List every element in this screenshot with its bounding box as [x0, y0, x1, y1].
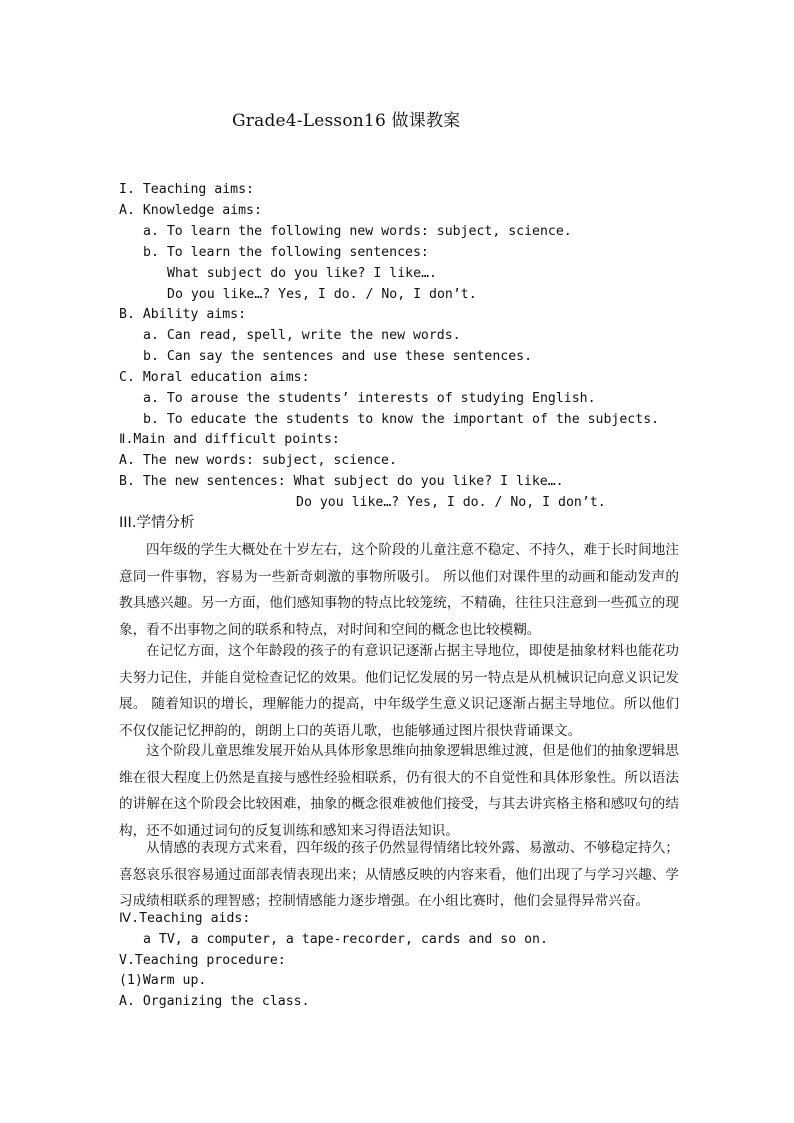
section-heading-analysis: III.学情分析: [119, 515, 195, 531]
section-heading-aims: I. Teaching aims:: [119, 182, 254, 197]
list-item: A. The new words: subject, science.: [119, 453, 397, 468]
list-item: a. To learn the following new words: subject, science.: [143, 224, 572, 239]
section-heading-procedure: V.Teaching procedure:: [119, 953, 286, 968]
paragraph: 在记忆方面，这个年龄段的孩子的有意识记逐渐占据主导地位，即使是抽象材料也能花功夫努力记住，并能自觉检查记忆的效果。他们记忆发展的另一特点是从机械识记向意义识记发展。 随着知识的增长，理解能力的提高，中年级学生意义识记逐渐占据主导地位。所以他们不仅仅能记忆押韵的，朗朗上口的英语儿歌，也能够通过图片很快背诵课文。: [119, 643, 679, 739]
list-item: b. To learn the following sentences:: [143, 245, 429, 260]
section-heading-points: Ⅱ.Main and difficult points:: [119, 432, 340, 447]
list-item: a. Can read, spell, write the new words.: [143, 328, 461, 343]
paragraph: 从情感的表现方式来看，四年级的孩子仍然显得情绪比较外露、易激动、不够稳定持久；喜怒哀乐很容易通过面部表情表现出来；从情感反映的内容来看，他们出现了与学习兴趣、学习成绩相联系的理智感；控制情感能力逐步增强。在小组比赛时，他们会显得异常兴奋。: [119, 840, 679, 909]
example-sentence: Do you like…? Yes, I do. / No, I don’t.: [296, 495, 606, 510]
paragraph: 这个阶段儿童思维发展开始从具体形象思维向抽象逻辑思维过渡，但是他们的抽象逻辑思维在很大程度上仍然是直接与感性经验相联系，仍有很大的不自觉性和具体形象性。所以语法的讲解在这个阶段会比较困难，抽象的概念很难被他们接受，与其去讲宾格主格和感叹句的结构，还不如通过词句的反复训练和感知来习得语法知识。: [119, 743, 679, 839]
example-sentence: Do you like…? Yes, I do. / No, I don’t.: [167, 287, 477, 302]
subheading-moral-aims: C. Moral education aims:: [119, 370, 310, 385]
list-item: b. Can say the sentences and use these sentences.: [143, 349, 533, 364]
subheading-knowledge-aims: A. Knowledge aims:: [119, 203, 262, 218]
list-item: b. To educate the students to know the important of the subjects.: [143, 412, 660, 427]
paragraph: 四年级的学生大概处在十岁左右，这个阶段的儿童注意不稳定、不持久，难于长时间地注意同一件事物，容易为一些新奇刺激的事物所吸引。 所以他们对课件里的动画和能动发声的教具感兴趣。另一方面，他们感知事物的特点比较笼统，不精确，往往只注意到一些孤立的现象，看不出事物之间的联系和特点，对时间和空间的概念也比较模糊。: [119, 542, 679, 638]
list-item: a. To arouse the students’ interests of studying English.: [143, 391, 596, 406]
page-title: Grade4-Lesson16 做课教案: [232, 111, 461, 131]
procedure-step: (1)Warm up.: [119, 973, 207, 988]
example-sentence: What subject do you like? I like….: [167, 266, 437, 281]
procedure-step: A. Organizing the class.: [119, 994, 310, 1009]
aids-list: a TV, a computer, a tape-recorder, cards and so on.: [143, 932, 548, 947]
list-item: B. The new sentences: What subject do you like? I like….: [119, 474, 564, 489]
subheading-ability-aims: B. Ability aims:: [119, 307, 247, 322]
section-heading-aids: Ⅳ.Teaching aids:: [119, 911, 251, 926]
